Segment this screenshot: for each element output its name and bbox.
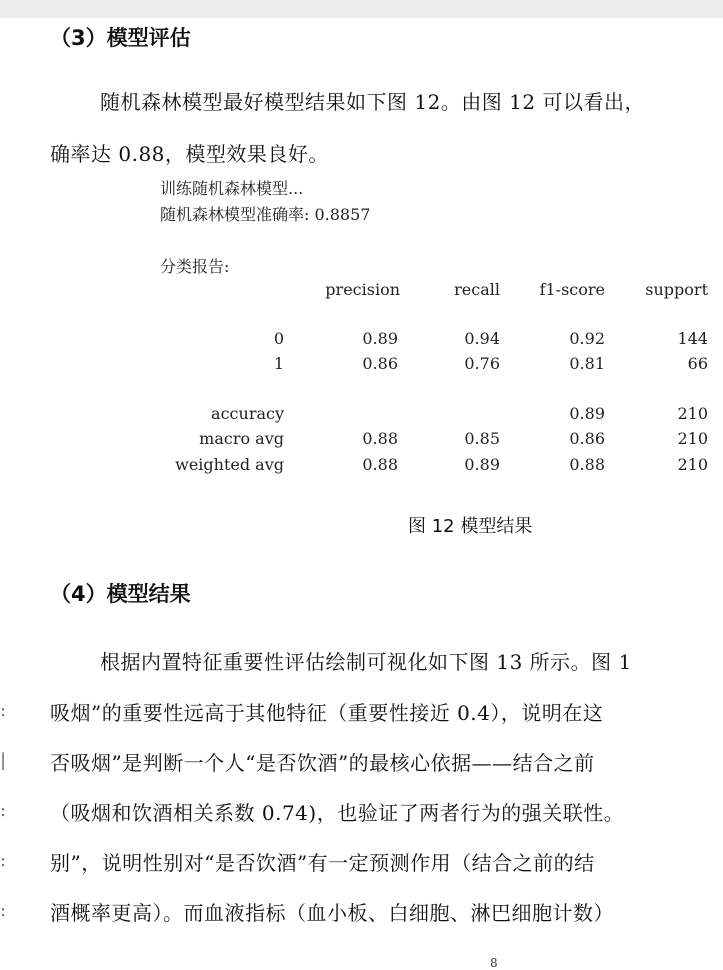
cell-support: 66 [687,354,708,373]
paragraph-line: 别”，说明性别对“是否饮酒”有一定预测作用（结合之前的结 [50,851,595,875]
cell-recall: 0.94 [464,329,500,348]
cell-precision: 0.89 [362,329,398,348]
output-line-accuracy: 随机森林模型准确率: 0.8857 [160,205,371,224]
page-number: 8 [490,956,498,970]
row-label: 0 [273,329,284,348]
header-f1-score: f1-score [539,280,605,299]
header-support: support [645,280,708,299]
output-line-training: 训练随机森林模型... [160,179,304,198]
row-label: accuracy [211,404,284,423]
cell-recall: 0.85 [464,429,500,448]
section-3-heading: （3）模型评估 [50,26,191,50]
cell-support: 210 [677,404,708,423]
cell-precision: 0.88 [362,429,398,448]
cell-f1: 0.88 [569,455,605,474]
header-recall: recall [454,280,500,299]
row-label: macro avg [199,429,284,448]
cell-support: 144 [677,329,708,348]
cell-support: 210 [677,429,708,448]
cell-f1: 0.92 [569,329,605,348]
section-4-heading: （4）模型结果 [50,582,191,606]
top-bar [0,0,723,18]
cell-precision: 0.88 [362,455,398,474]
figure-caption: 图 12 模型结果 [408,516,533,537]
margin-mark: : [0,850,7,871]
cell-f1: 0.81 [569,354,605,373]
cell-recall: 0.76 [464,354,500,373]
margin-mark: | [0,750,7,771]
cell-recall: 0.89 [464,455,500,474]
cell-precision: 0.86 [362,354,398,373]
paragraph-line: 随机森林模型最好模型结果如下图 12。由图 12 可以看出， [100,90,645,114]
margin-mark: : [0,700,7,721]
paragraph-line: 酒概率更高）。而血液指标（血小板、白细胞、淋巴细胞计数） [50,901,614,925]
paragraph-line: （吸烟和饮酒相关系数 0.74)，也验证了两者行为的强关联性。 [50,801,625,825]
row-label: 1 [273,354,284,373]
margin-mark: : [0,900,7,921]
cell-f1: 0.86 [569,429,605,448]
paragraph-line: 根据内置特征重要性评估绘制可视化如下图 13 所示。图 1 [100,650,632,674]
paragraph-line: 确率达 0.88，模型效果良好。 [50,142,329,166]
report-title: 分类报告: [160,257,230,276]
cell-support: 210 [677,455,708,474]
row-label: weighted avg [175,455,284,474]
header-precision: precision [325,280,400,299]
paragraph-line: 否吸烟”是判断一个人“是否饮酒”的最核心依据——结合之前 [50,751,595,775]
cell-f1: 0.89 [569,404,605,423]
paragraph-line: 吸烟”的重要性远高于其他特征（重要性接近 0.4），说明在这 [50,701,604,725]
margin-mark: : [0,800,7,821]
